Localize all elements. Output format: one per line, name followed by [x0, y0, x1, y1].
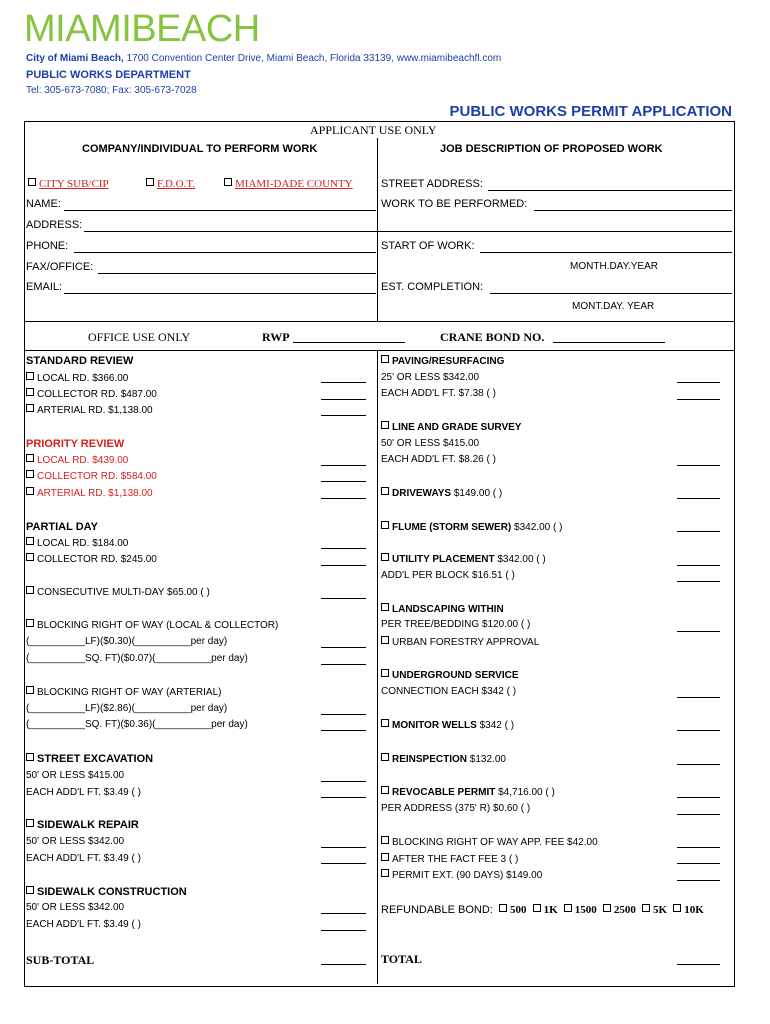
address-label: ADDRESS: — [26, 219, 83, 231]
checkbox-icon[interactable] — [673, 904, 681, 912]
street-excavation-label: STREET EXCAVATION — [37, 753, 154, 765]
block-lc-label: BLOCKING RIGHT OF WAY (LOCAL & COLLECTOR) — [37, 620, 279, 631]
checkbox-icon[interactable] — [381, 753, 389, 761]
landscaping-label: LANDSCAPING WITHIN — [392, 604, 504, 615]
paving-addl-amount[interactable] — [677, 399, 720, 400]
checkbox-icon[interactable] — [224, 178, 232, 186]
std-collector-label: COLLECTOR RD. $487.00 — [37, 389, 157, 400]
refundable-bond-row — [381, 904, 704, 916]
checkbox-icon[interactable] — [381, 355, 389, 363]
bond-option-1k[interactable] — [533, 904, 558, 916]
checkbox-icon[interactable] — [26, 553, 34, 561]
reinspection-label: REINSPECTION — [392, 754, 468, 765]
std-arterial-amount[interactable] — [321, 415, 366, 416]
total-amount[interactable] — [677, 964, 720, 965]
checkbox-icon[interactable] — [26, 753, 34, 761]
monitor-wells-label: MONITOR WELLS — [392, 720, 477, 731]
partial-collector-label: COLLECTOR RD. $245.00 — [37, 554, 157, 565]
checkbox-icon[interactable] — [381, 521, 389, 529]
checkbox-icon[interactable] — [26, 586, 34, 594]
total-label: TOTAL — [381, 952, 422, 966]
street-exc-addl: EACH ADD'L FT. $3.49 ( ) — [26, 787, 141, 798]
driveways-option[interactable] — [381, 487, 502, 499]
checkbox-icon[interactable] — [381, 603, 389, 611]
std-local-amount[interactable] — [321, 382, 366, 383]
form-title: PUBLIC WORKS PERMIT APPLICATION — [449, 103, 732, 120]
after-fact-amount[interactable] — [677, 863, 720, 864]
block-lc-sqft[interactable]: (__________SQ. FT)($0.07)(__________per day) — [26, 653, 248, 664]
refundable-bond-label: REFUNDABLE BOND: — [381, 904, 493, 916]
checkbox-icon[interactable] — [381, 836, 389, 844]
option-miami-dade[interactable] — [224, 178, 353, 190]
checkbox-icon[interactable] — [26, 819, 34, 827]
monitor-wells-option[interactable] — [381, 719, 514, 731]
street-excavation-title[interactable] — [26, 753, 153, 765]
sidewalk-const-addl: EACH ADD'L FT. $3.49 ( ) — [26, 919, 141, 930]
street-exc-base: 50' OR LESS $415.00 — [26, 770, 125, 781]
bond-option-5k[interactable] — [642, 904, 667, 916]
block-app-fee-amount[interactable] — [677, 847, 720, 848]
checkbox-icon[interactable] — [533, 904, 541, 912]
line-grade-amount[interactable] — [677, 465, 720, 466]
divider-office — [24, 321, 734, 322]
bond-option-10k[interactable] — [673, 904, 704, 916]
crane-bond-field[interactable] — [553, 342, 665, 343]
utility-label: UTILITY PLACEMENT — [392, 554, 495, 565]
logo-miami-text: MIAMI — [24, 8, 132, 50]
underground-connection: CONNECTION EACH $342 ( ) — [381, 686, 517, 697]
block-lc-lf-amount[interactable] — [321, 647, 366, 648]
line-grade-label: LINE AND GRADE SURVEY — [392, 422, 522, 433]
partial-day-title: PARTIAL DAY — [26, 521, 98, 533]
paving-base-amount[interactable] — [677, 382, 720, 383]
divider-fees — [24, 350, 734, 351]
revocable-label: REVOCABLE PERMIT — [392, 787, 496, 798]
partial-local-label: LOCAL RD. $184.00 — [37, 538, 129, 549]
bond-1500-label: 1500 — [574, 904, 597, 916]
miami-beach-logo — [24, 8, 260, 51]
flume-label: FLUME (STORM SEWER) — [392, 522, 512, 533]
right-column-header: JOB DESCRIPTION OF PROPOSED WORK — [440, 143, 663, 155]
divider-vertical-top — [377, 138, 378, 321]
utility-addl: ADD'L PER BLOCK $16.51 ( ) — [381, 570, 515, 581]
bond-500-label: 500 — [509, 904, 527, 916]
line-grade-base: 50' OR LESS $415.00 — [381, 438, 480, 449]
paving-option[interactable] — [381, 355, 504, 367]
bond-option-2500[interactable] — [603, 904, 636, 916]
start-of-work-field[interactable] — [480, 252, 732, 253]
name-label: NAME: — [26, 198, 61, 210]
checkbox-icon[interactable] — [381, 487, 389, 495]
checkbox-icon[interactable] — [642, 904, 650, 912]
address-field[interactable] — [84, 231, 732, 232]
work-performed-label: WORK TO BE PERFORMED: — [381, 198, 528, 210]
checkbox-icon[interactable] — [28, 178, 36, 186]
pri-arterial-label: ARTERIAL RD. $1,138.00 — [37, 488, 153, 499]
block-lc-sqft-amount[interactable] — [321, 664, 366, 665]
office-use-only: OFFICE USE ONLY — [88, 330, 191, 344]
line-grade-option[interactable] — [381, 421, 521, 433]
checkbox-icon[interactable] — [381, 786, 389, 794]
subtotal-amount[interactable] — [321, 964, 366, 965]
sidewalk-const-base-amount[interactable] — [321, 913, 366, 914]
pri-collector-option[interactable] — [26, 470, 157, 482]
block-art-lf-amount[interactable] — [321, 714, 366, 715]
street-exc-base-amount[interactable] — [321, 781, 366, 782]
pri-local-label: LOCAL RD. $439.00 — [37, 455, 129, 466]
checkbox-icon[interactable] — [381, 421, 389, 429]
block-art-option[interactable] — [26, 686, 221, 698]
std-arterial-option[interactable] — [26, 404, 153, 416]
option-city-label: CITY SUB/CIP — [39, 178, 109, 190]
pri-arterial-option[interactable] — [26, 487, 153, 499]
std-local-label: LOCAL RD. $366.00 — [37, 373, 129, 384]
partial-local-option[interactable] — [26, 537, 128, 549]
checkbox-icon[interactable] — [146, 178, 154, 186]
option-county-label: MIAMI-DADE COUNTY — [235, 178, 353, 190]
landscaping-amount[interactable] — [677, 631, 720, 632]
block-art-sqft-amount[interactable] — [321, 730, 366, 731]
checkbox-icon[interactable] — [26, 404, 34, 412]
after-fact-option[interactable] — [381, 853, 518, 865]
priority-review-title: PRIORITY REVIEW — [26, 438, 125, 450]
sidewalk-const-base: 50' OR LESS $342.00 — [26, 902, 125, 913]
checkbox-icon[interactable] — [26, 470, 34, 478]
landscaping-option[interactable] — [381, 603, 504, 615]
rwp-label: RWP — [262, 330, 290, 344]
checkbox-icon[interactable] — [26, 454, 34, 462]
sidewalk-repair-label: SIDEWALK REPAIR — [37, 819, 139, 831]
driveways-amount[interactable] — [677, 498, 720, 499]
consecutive-label: CONSECUTIVE MULTI-DAY $65.00 ( ) — [37, 587, 210, 598]
fax-label: FAX/OFFICE: — [26, 261, 94, 273]
email-field[interactable] — [64, 293, 376, 294]
line-grade-addl: EACH ADD'L FT. $8.26 ( ) — [381, 454, 496, 465]
contact-info: Tel: 305-673-7080; Fax: 305-673-7028 — [26, 85, 197, 96]
department-name: PUBLIC WORKS DEPARTMENT — [26, 69, 191, 81]
option-fdot-label: F.D.O.T. — [157, 178, 196, 190]
est-completion-field[interactable] — [490, 293, 732, 294]
work-performed-field[interactable] — [534, 210, 732, 211]
permit-ext-label: PERMIT EXT. (90 DAYS) $149.00 — [392, 870, 543, 881]
flume-fee: $342.00 ( ) — [511, 522, 563, 533]
reinspection-option[interactable] — [381, 753, 506, 765]
checkbox-icon[interactable] — [26, 388, 34, 396]
sidewalk-repair-base-amount[interactable] — [321, 847, 366, 848]
email-label: EMAIL: — [26, 281, 63, 293]
crane-bond-label: CRANE BOND NO. — [440, 330, 545, 344]
start-of-work-label: START OF WORK: — [381, 240, 475, 252]
checkbox-icon[interactable] — [26, 372, 34, 380]
underground-label: UNDERGROUND SERVICE — [392, 670, 519, 681]
checkbox-icon[interactable] — [603, 904, 611, 912]
partial-collector-option[interactable] — [26, 553, 157, 565]
revocable-amount[interactable] — [677, 797, 720, 798]
sidewalk-repair-title[interactable] — [26, 819, 139, 831]
checkbox-icon[interactable] — [381, 853, 389, 861]
pri-collector-amount[interactable] — [321, 481, 366, 482]
bond-option-1500[interactable] — [564, 904, 597, 916]
est-completion-label: EST. COMPLETION: — [381, 281, 484, 293]
checkbox-icon[interactable] — [381, 553, 389, 561]
city-address-text: 1700 Convention Center Drive, Miami Beach, Florida 33139, www.miamibeachfl.com — [123, 53, 502, 64]
phone-field[interactable] — [74, 252, 376, 253]
est-date-format: MONT.DAY. YEAR — [572, 301, 655, 312]
pri-local-amount[interactable] — [321, 465, 366, 466]
checkbox-icon[interactable] — [499, 904, 507, 912]
standard-review-title: STANDARD REVIEW — [26, 355, 134, 367]
option-fdot[interactable] — [146, 178, 195, 190]
checkbox-icon[interactable] — [564, 904, 572, 912]
std-collector-amount[interactable] — [321, 399, 366, 400]
permit-ext-amount[interactable] — [677, 880, 720, 881]
name-field[interactable] — [64, 210, 376, 211]
partial-collector-amount[interactable] — [321, 565, 366, 566]
monitor-wells-fee: $342 ( ) — [476, 720, 515, 731]
checkbox-icon[interactable] — [381, 636, 389, 644]
start-date-format: MONTH.DAY.YEAR — [570, 261, 658, 272]
pri-collector-label: COLLECTOR RD. $584.00 — [37, 471, 157, 482]
paving-label: PAVING/RESURFACING — [392, 356, 505, 367]
block-lc-lf[interactable]: (__________LF)($0.30)(__________per day) — [26, 636, 228, 647]
paving-addl: EACH ADD'L FT. $7.38 ( ) — [381, 388, 496, 399]
consecutive-amount[interactable] — [321, 598, 366, 599]
landscaping-per-tree: PER TREE/BEDDING $120.00 ( ) — [381, 619, 531, 630]
rwp-field[interactable] — [293, 342, 405, 343]
sidewalk-repair-addl: EACH ADD'L FT. $3.49 ( ) — [26, 853, 141, 864]
left-column-header: COMPANY/INDIVIDUAL TO PERFORM WORK — [82, 143, 318, 155]
city-address — [26, 53, 501, 64]
bond-option-500[interactable] — [499, 904, 527, 916]
after-fact-label: AFTER THE FACT FEE 3 ( ) — [392, 854, 519, 865]
logo-beach-text: BEACH — [131, 8, 260, 50]
reinspection-amount[interactable] — [677, 764, 720, 765]
partial-local-amount[interactable] — [321, 548, 366, 549]
street-address-label: STREET ADDRESS: — [381, 178, 483, 190]
fax-field[interactable] — [98, 273, 376, 274]
reinspection-fee: $132.00 — [467, 754, 506, 765]
driveways-fee: $149.00 ( ) — [451, 488, 503, 499]
std-arterial-label: ARTERIAL RD. $1,138.00 — [37, 405, 153, 416]
sidewalk-const-addl-amount[interactable] — [321, 930, 366, 931]
underground-option[interactable] — [381, 669, 519, 681]
flume-option[interactable] — [381, 521, 562, 533]
utility-option[interactable] — [381, 553, 546, 565]
block-art-lf[interactable]: (__________LF)($2.86)(__________per day) — [26, 703, 228, 714]
checkbox-icon[interactable] — [381, 669, 389, 677]
street-exc-addl-amount[interactable] — [321, 797, 366, 798]
sidewalk-repair-base: 50' OR LESS $342.00 — [26, 836, 125, 847]
sidewalk-repair-addl-amount[interactable] — [321, 863, 366, 864]
bond-2500-label: 2500 — [613, 904, 636, 916]
checkbox-icon[interactable] — [381, 869, 389, 877]
utility-addl-amount[interactable] — [677, 581, 720, 582]
driveways-label: DRIVEWAYS — [392, 488, 452, 499]
revocable-option[interactable] — [381, 786, 555, 798]
utility-amount[interactable] — [677, 565, 720, 566]
urban-forestry-option[interactable] — [381, 636, 539, 648]
block-lc-option[interactable] — [26, 619, 278, 631]
urban-forestry-label: URBAN FORESTRY APPROVAL — [392, 637, 540, 648]
pri-local-option[interactable] — [26, 454, 128, 466]
flume-amount[interactable] — [677, 531, 720, 532]
checkbox-icon[interactable] — [26, 619, 34, 627]
block-art-label: BLOCKING RIGHT OF WAY (ARTERIAL) — [37, 687, 222, 698]
checkbox-icon[interactable] — [26, 686, 34, 694]
bond-10k-label: 10K — [684, 904, 704, 916]
revocable-per-address: PER ADDRESS (375' R) $0.60 ( ) — [381, 803, 531, 814]
block-app-fee-option[interactable] — [381, 836, 598, 848]
sidewalk-construction-label: SIDEWALK CONSTRUCTION — [37, 886, 187, 898]
street-address-field[interactable] — [488, 190, 732, 191]
permit-ext-option[interactable] — [381, 869, 542, 881]
subtotal-label: SUB-TOTAL — [26, 953, 95, 967]
sidewalk-construction-title[interactable] — [26, 886, 187, 898]
checkbox-icon[interactable] — [26, 487, 34, 495]
block-art-sqft[interactable]: (__________SQ. FT)($0.36)(__________per day) — [26, 719, 248, 730]
checkbox-icon[interactable] — [26, 537, 34, 545]
bond-1k-label: 1K — [543, 904, 558, 916]
checkbox-icon[interactable] — [381, 719, 389, 727]
checkbox-icon[interactable] — [26, 886, 34, 894]
consecutive-option[interactable] — [26, 586, 210, 598]
utility-fee: $342.00 ( ) — [494, 554, 546, 565]
std-collector-option[interactable] — [26, 388, 157, 400]
monitor-wells-amount[interactable] — [677, 730, 720, 731]
underground-amount[interactable] — [677, 697, 720, 698]
divider-vertical-bottom — [377, 350, 378, 984]
phone-label: PHONE: — [26, 240, 69, 252]
block-app-fee-label: BLOCKING RIGHT OF WAY APP. FEE $42.00 — [392, 837, 598, 848]
bond-5k-label: 5K — [653, 904, 668, 916]
std-local-option[interactable] — [26, 372, 128, 384]
revocable-fee: $4,716.00 ( ) — [495, 787, 555, 798]
revocable-addr-amount[interactable] — [677, 814, 720, 815]
pri-arterial-amount[interactable] — [321, 498, 366, 499]
city-name: City of Miami Beach, — [26, 53, 124, 64]
applicant-use-only: APPLICANT USE ONLY — [310, 123, 437, 137]
option-city-sub-cip[interactable] — [28, 178, 109, 190]
paving-base: 25' OR LESS $342.00 — [381, 372, 480, 383]
